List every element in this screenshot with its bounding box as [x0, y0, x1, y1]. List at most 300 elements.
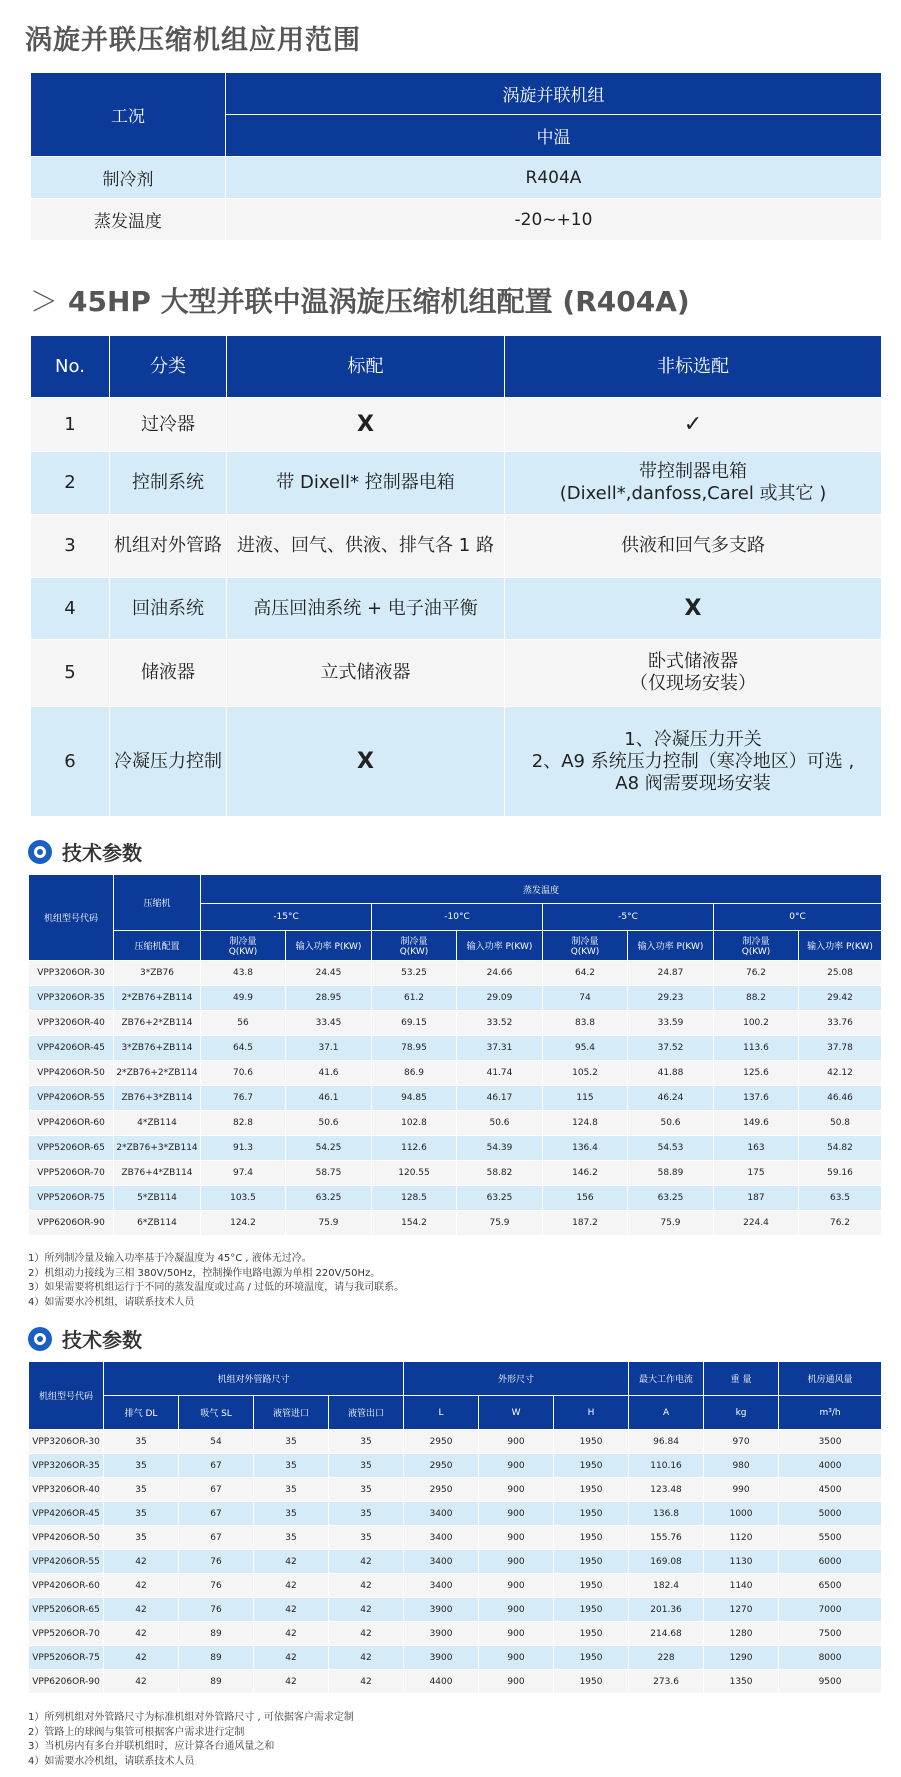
table-cell: 900	[479, 1646, 554, 1670]
table-cell: VPP3206OR-30	[29, 1430, 104, 1454]
table-cell: 33.76	[799, 1011, 882, 1036]
table-cell: 63.25	[457, 1186, 543, 1211]
table-cell: 35	[254, 1502, 329, 1526]
row-no: 4	[31, 578, 110, 640]
sub-header: W	[479, 1396, 554, 1430]
table-cell: 46.17	[457, 1086, 543, 1111]
table-cell: 128.5	[372, 1186, 457, 1211]
table-cell: 2950	[404, 1430, 479, 1454]
table-cell: 91.3	[201, 1136, 286, 1161]
model-header: 机组型号代码	[29, 1362, 104, 1430]
table-cell: 35	[254, 1478, 329, 1502]
row-no: 6	[31, 707, 110, 817]
airflow-header: 机房通风量	[779, 1362, 882, 1396]
row-no: 2	[31, 452, 110, 515]
table-row	[29, 1036, 882, 1061]
table-cell: 50.8	[799, 1111, 882, 1136]
table-cell: VPP5206OR-70	[29, 1622, 104, 1646]
table-cell: 24.45	[286, 961, 372, 986]
table-cell: 146.2	[543, 1161, 628, 1186]
table-cell: 3400	[404, 1526, 479, 1550]
table-cell: 35	[104, 1502, 179, 1526]
sub-header: 排气 DL	[104, 1396, 179, 1430]
table-cell: 124.2	[201, 1211, 286, 1236]
table-cell: 113.6	[714, 1036, 799, 1061]
table-cell: 123.48	[629, 1478, 704, 1502]
table-cell: 42	[104, 1622, 179, 1646]
table-cell: 58.89	[628, 1161, 714, 1186]
table-cell: 3900	[404, 1622, 479, 1646]
table-cell: 112.6	[372, 1136, 457, 1161]
table-row	[29, 1211, 882, 1236]
table-cell: 42	[104, 1598, 179, 1622]
table-cell: 42	[104, 1670, 179, 1694]
table-cell: 9500	[779, 1670, 882, 1694]
table-cell: 3*ZB76+ZB114	[114, 1036, 201, 1061]
table-cell: 149.6	[714, 1111, 799, 1136]
table-cell: 6500	[779, 1574, 882, 1598]
table-cell: 94.85	[372, 1086, 457, 1111]
table-cell: 1950	[554, 1670, 629, 1694]
table-cell: 1950	[554, 1478, 629, 1502]
table-cell: 29.42	[799, 986, 882, 1011]
table-cell: 1950	[554, 1454, 629, 1478]
table-row	[29, 1478, 882, 1502]
table-cell: 75.9	[457, 1211, 543, 1236]
table-cell: 42	[254, 1598, 329, 1622]
table-cell: 24.66	[457, 961, 543, 986]
table-cell: 1140	[704, 1574, 779, 1598]
table-cell: 137.6	[714, 1086, 799, 1111]
table-cell: 59.16	[799, 1161, 882, 1186]
table-cell: 187.2	[543, 1211, 628, 1236]
sub-header: kg	[704, 1396, 779, 1430]
row-category: 控制系统	[110, 452, 227, 515]
table-cell: 2*ZB76+2*ZB114	[114, 1061, 201, 1086]
table-cell: 4400	[404, 1670, 479, 1694]
table-cell: 1950	[554, 1646, 629, 1670]
table-cell: 4*ZB114	[114, 1111, 201, 1136]
table-cell: 7500	[779, 1622, 882, 1646]
table-row	[29, 1598, 882, 1622]
table-cell: 1950	[554, 1550, 629, 1574]
table-cell: 201.36	[629, 1598, 704, 1622]
table-cell: 63.25	[628, 1186, 714, 1211]
table-cell: 42	[254, 1574, 329, 1598]
table-cell: 96.84	[629, 1430, 704, 1454]
table-cell: 2950	[404, 1454, 479, 1478]
table-cell: 50.6	[286, 1111, 372, 1136]
compressor-header: 压缩机	[114, 875, 201, 931]
table-cell: 35	[104, 1526, 179, 1550]
table-cell: 35	[104, 1430, 179, 1454]
table-row	[29, 1430, 882, 1454]
table-cell: 89	[179, 1670, 254, 1694]
table-cell: 105.2	[543, 1061, 628, 1086]
table-cell: VPP4206OR-55	[29, 1550, 104, 1574]
current-header: 最大工作电流	[629, 1362, 704, 1396]
table-cell: 35	[104, 1478, 179, 1502]
q-header: 制冷量 Q(KW)	[372, 931, 457, 961]
page-title: 涡旋并联压缩机组应用范围	[25, 25, 361, 56]
row-optional: 带控制器电箱 (Dixell*,danfoss,Carel 或其它 )	[505, 452, 882, 515]
table-cell: 35	[254, 1454, 329, 1478]
table-cell: 41.74	[457, 1061, 543, 1086]
table-cell: 76.2	[799, 1211, 882, 1236]
table-cell: 273.6	[629, 1670, 704, 1694]
table-cell: 58.82	[457, 1161, 543, 1186]
table-cell: 33.59	[628, 1011, 714, 1036]
table-cell: 46.1	[286, 1086, 372, 1111]
table-cell: 8000	[779, 1646, 882, 1670]
table-cell: 35	[329, 1502, 404, 1526]
table-cell: 154.2	[372, 1211, 457, 1236]
table-cell: 1950	[554, 1574, 629, 1598]
table-cell: VPP4206OR-60	[29, 1111, 114, 1136]
table-cell: 54	[179, 1430, 254, 1454]
row-category: 机组对外管路	[110, 515, 227, 578]
table-cell: 75.9	[286, 1211, 372, 1236]
table-cell: 214.68	[629, 1622, 704, 1646]
table-cell: 42	[329, 1574, 404, 1598]
table-cell: 115	[543, 1086, 628, 1111]
table-cell: VPP4206OR-50	[29, 1061, 114, 1086]
table-cell: 1950	[554, 1598, 629, 1622]
table-cell: 43.8	[201, 961, 286, 986]
table-cell: 42	[254, 1670, 329, 1694]
table-cell: 124.8	[543, 1111, 628, 1136]
table-cell: 29.09	[457, 986, 543, 1011]
gear-icon	[28, 840, 52, 864]
table-cell: 76	[179, 1550, 254, 1574]
table-cell: 67	[179, 1454, 254, 1478]
table-row	[29, 1574, 882, 1598]
table-cell: 33.52	[457, 1011, 543, 1036]
table-cell: VPP3206OR-40	[29, 1011, 114, 1036]
table-cell: 3400	[404, 1550, 479, 1574]
table-cell: 3*ZB76	[114, 961, 201, 986]
table-cell: 136.4	[543, 1136, 628, 1161]
table-cell: 46.46	[799, 1086, 882, 1111]
table-cell: 78.95	[372, 1036, 457, 1061]
config-title: ＞ 45HP 大型并联中温涡旋压缩机组配置 (R404A)	[30, 285, 690, 318]
cross-mark: X	[505, 578, 882, 640]
table-cell: ZB76+2*ZB114	[114, 1011, 201, 1036]
sub-header: L	[404, 1396, 479, 1430]
table-cell: 1950	[554, 1622, 629, 1646]
table-cell: 75.9	[628, 1211, 714, 1236]
table-cell: 156	[543, 1186, 628, 1211]
table-cell: VPP4206OR-45	[29, 1502, 104, 1526]
temp-header: 0°C	[714, 904, 882, 931]
table-cell: VPP4206OR-55	[29, 1086, 114, 1111]
table-cell: 37.1	[286, 1036, 372, 1061]
table-cell: 61.2	[372, 986, 457, 1011]
model-header: 机组型号代码	[29, 875, 114, 961]
row-label: 蒸发温度	[31, 199, 226, 241]
row-no: 3	[31, 515, 110, 578]
table-cell: 900	[479, 1502, 554, 1526]
table-cell: 1350	[704, 1670, 779, 1694]
table-cell: VPP6206OR-90	[29, 1670, 104, 1694]
table-cell: 3400	[404, 1502, 479, 1526]
row-label: 制冷剂	[31, 157, 226, 199]
table-cell: 155.76	[629, 1526, 704, 1550]
table-cell: 4500	[779, 1478, 882, 1502]
table-cell: 163	[714, 1136, 799, 1161]
table-cell: 88.2	[714, 986, 799, 1011]
table-cell: 54.82	[799, 1136, 882, 1161]
table-row	[29, 1526, 882, 1550]
cross-mark: X	[227, 398, 505, 452]
cross-mark: X	[227, 707, 505, 817]
dimensions-table	[28, 1361, 882, 1694]
table-cell: 41.88	[628, 1061, 714, 1086]
temp-header: -5°C	[543, 904, 714, 931]
pipe-header: 机组对外管路尺寸	[104, 1362, 404, 1396]
p-header: 输入功率 P(KW)	[286, 931, 372, 961]
table-cell: 35	[329, 1430, 404, 1454]
table-row	[29, 1646, 882, 1670]
table-cell: 42	[329, 1646, 404, 1670]
row-category: 冷凝压力控制	[110, 707, 227, 817]
table-cell: 89	[179, 1646, 254, 1670]
table-cell: 54.39	[457, 1136, 543, 1161]
table-row	[29, 1086, 882, 1111]
row-optional: 供液和回气多支路	[505, 515, 882, 578]
table-cell: 5000	[779, 1502, 882, 1526]
table-cell: 1950	[554, 1502, 629, 1526]
table-cell: 67	[179, 1478, 254, 1502]
sub-header: A	[629, 1396, 704, 1430]
table-cell: 990	[704, 1478, 779, 1502]
p-header: 输入功率 P(KW)	[799, 931, 882, 961]
table-cell: 2*ZB76+3*ZB114	[114, 1136, 201, 1161]
q-header: 制冷量 Q(KW)	[714, 931, 799, 961]
table-cell: 42	[329, 1670, 404, 1694]
sub-header: 吸气 SL	[179, 1396, 254, 1430]
row-standard: 高压回油系统 + 电子油平衡	[227, 578, 505, 640]
table-cell: 42.12	[799, 1061, 882, 1086]
table-cell: 35	[104, 1454, 179, 1478]
table-cell: VPP3206OR-35	[29, 986, 114, 1011]
table-cell: 900	[479, 1598, 554, 1622]
table-cell: 900	[479, 1526, 554, 1550]
table-cell: 64.2	[543, 961, 628, 986]
table-cell: 1000	[704, 1502, 779, 1526]
table-cell: 1270	[704, 1598, 779, 1622]
table-cell: 41.6	[286, 1061, 372, 1086]
table-cell: 76.2	[714, 961, 799, 986]
table-row	[29, 1061, 882, 1086]
table-cell: 228	[629, 1646, 704, 1670]
table-row	[29, 1136, 882, 1161]
table-cell: 50.6	[457, 1111, 543, 1136]
table-cell: 900	[479, 1574, 554, 1598]
row-standard: 进液、回气、供液、排气各 1 路	[227, 515, 505, 578]
table-cell: 46.24	[628, 1086, 714, 1111]
table-cell: 33.45	[286, 1011, 372, 1036]
table-cell: 103.5	[201, 1186, 286, 1211]
table-cell: 42	[329, 1550, 404, 1574]
table-cell: 76.7	[201, 1086, 286, 1111]
table-cell: 76	[179, 1598, 254, 1622]
table-cell: 187	[714, 1186, 799, 1211]
sub-header: H	[554, 1396, 629, 1430]
table-cell: 1950	[554, 1526, 629, 1550]
table-cell: 42	[104, 1550, 179, 1574]
table-cell: 900	[479, 1478, 554, 1502]
table-cell: 54.53	[628, 1136, 714, 1161]
table-cell: 95.4	[543, 1036, 628, 1061]
table-cell: 6000	[779, 1550, 882, 1574]
col-header: 分类	[110, 336, 227, 398]
table-cell: 224.4	[714, 1211, 799, 1236]
table-cell: 50.6	[628, 1111, 714, 1136]
table-cell: 67	[179, 1526, 254, 1550]
table-cell: 4000	[779, 1454, 882, 1478]
table-cell: 5*ZB114	[114, 1186, 201, 1211]
table-cell: 69.15	[372, 1011, 457, 1036]
col-header: No.	[31, 336, 110, 398]
table-cell: VPP5206OR-75	[29, 1186, 114, 1211]
temp-header: -10°C	[372, 904, 543, 931]
notes-1: 1）所列制冷量及输入功率基于冷凝温度为 45°C , 液体无过冷。 2）机组动力接线为三相 380V/50Hz，控制操作电路电源为单相 220V/50Hz。 3）如果需要将机组运行于不同的蒸发温度或过高 / 过低的环境温度，请与我司联系。 4）如需要水冷机组，请联系技术人员	[28, 1253, 405, 1308]
table-cell: 89	[179, 1622, 254, 1646]
table-cell: 37.31	[457, 1036, 543, 1061]
unit-header: 涡旋并联机组	[226, 73, 882, 115]
table-cell: 64.5	[201, 1036, 286, 1061]
table-cell: 2950	[404, 1478, 479, 1502]
condition-header: 工况	[31, 73, 226, 157]
table-cell: 42	[104, 1646, 179, 1670]
arrow-icon: ＞	[30, 285, 59, 318]
table-cell: 900	[479, 1550, 554, 1574]
table-cell: 7000	[779, 1598, 882, 1622]
table-row	[29, 961, 882, 986]
comp-config-header: 压缩机配置	[114, 931, 201, 961]
table-cell: 42	[254, 1550, 329, 1574]
table-row	[29, 1161, 882, 1186]
table-cell: 37.78	[799, 1036, 882, 1061]
table-cell: 70.6	[201, 1061, 286, 1086]
row-optional: 1、冷凝压力开关 2、A9 系统压力控制（寒冷地区）可选 , A8 阀需要现场安装	[505, 707, 882, 817]
table-cell: 3500	[779, 1430, 882, 1454]
table-cell: VPP4206OR-60	[29, 1574, 104, 1598]
table-cell: 35	[254, 1430, 329, 1454]
evap-header: 蒸发温度	[201, 875, 882, 904]
col-header: 标配	[227, 336, 505, 398]
table-cell: 58.75	[286, 1161, 372, 1186]
q-header: 制冷量 Q(KW)	[201, 931, 286, 961]
table-cell: 54.25	[286, 1136, 372, 1161]
row-no: 1	[31, 398, 110, 452]
table-cell: 42	[254, 1622, 329, 1646]
table-cell: 53.25	[372, 961, 457, 986]
table-cell: VPP3206OR-30	[29, 961, 114, 986]
application-range-table	[30, 72, 882, 241]
table-cell: 35	[329, 1454, 404, 1478]
table-cell: 86.9	[372, 1061, 457, 1086]
table-cell: VPP3206OR-40	[29, 1478, 104, 1502]
gear-icon	[28, 1327, 52, 1351]
table-cell: ZB76+3*ZB114	[114, 1086, 201, 1111]
table-row	[29, 986, 882, 1011]
row-standard: 带 Dixell* 控制器电箱	[227, 452, 505, 515]
table-cell: 136.8	[629, 1502, 704, 1526]
table-cell: 1130	[704, 1550, 779, 1574]
temp-header: 中温	[226, 115, 882, 157]
table-cell: 82.8	[201, 1111, 286, 1136]
table-cell: VPP4206OR-50	[29, 1526, 104, 1550]
table-cell: VPP6206OR-90	[29, 1211, 114, 1236]
check-mark: ✓	[505, 398, 882, 452]
table-cell: 900	[479, 1622, 554, 1646]
config-table	[30, 335, 882, 817]
table-cell: 900	[479, 1430, 554, 1454]
sub-header: 液管出口	[329, 1396, 404, 1430]
table-cell: 5500	[779, 1526, 882, 1550]
table-cell: 35	[329, 1478, 404, 1502]
table-cell: 42	[329, 1598, 404, 1622]
table-row	[29, 1111, 882, 1136]
table-row	[29, 1502, 882, 1526]
table-cell: 56	[201, 1011, 286, 1036]
p-header: 输入功率 P(KW)	[457, 931, 543, 961]
sub-header: 液管进口	[254, 1396, 329, 1430]
table-cell: VPP5206OR-70	[29, 1161, 114, 1186]
table-cell: 1950	[554, 1430, 629, 1454]
table-cell: 1280	[704, 1622, 779, 1646]
notes-2: 1）所列机组对外管路尺寸为标准机组对外管路尺寸 , 可依据客户需求定制 2）管路上的球阀与集管可根据客户需求进行定制 3）当机房内有多台并联机组时，应计算各台通风量之和 4）如需要水冷机组，请联系技术人员	[28, 1712, 354, 1767]
temp-header: -15°C	[201, 904, 372, 931]
table-cell: 970	[704, 1430, 779, 1454]
row-category: 储液器	[110, 640, 227, 707]
table-cell: 125.6	[714, 1061, 799, 1086]
table-cell: ZB76+4*ZB114	[114, 1161, 201, 1186]
table-cell: 1290	[704, 1646, 779, 1670]
table-cell: 175	[714, 1161, 799, 1186]
table-cell: 37.52	[628, 1036, 714, 1061]
section-header: 技术参数	[28, 1324, 142, 1353]
table-row	[29, 1011, 882, 1036]
table-row	[29, 1454, 882, 1478]
dim-header: 外形尺寸	[404, 1362, 629, 1396]
table-cell: 67	[179, 1502, 254, 1526]
row-category: 过冷器	[110, 398, 227, 452]
row-value: R404A	[226, 157, 882, 199]
table-cell: 3400	[404, 1574, 479, 1598]
row-category: 回油系统	[110, 578, 227, 640]
table-cell: 182.4	[629, 1574, 704, 1598]
table-cell: 63.25	[286, 1186, 372, 1211]
table-cell: 35	[254, 1526, 329, 1550]
table-cell: 900	[479, 1454, 554, 1478]
table-cell: VPP5206OR-75	[29, 1646, 104, 1670]
table-cell: 100.2	[714, 1011, 799, 1036]
table-cell: 63.5	[799, 1186, 882, 1211]
table-cell: 6*ZB114	[114, 1211, 201, 1236]
table-cell: 1120	[704, 1526, 779, 1550]
p-header: 输入功率 P(KW)	[628, 931, 714, 961]
table-cell: 42	[104, 1574, 179, 1598]
table-row	[29, 1622, 882, 1646]
table-cell: 49.9	[201, 986, 286, 1011]
section-header: 技术参数	[28, 837, 142, 866]
weight-header: 重 量	[704, 1362, 779, 1396]
table-row	[29, 1670, 882, 1694]
table-row	[29, 1550, 882, 1574]
